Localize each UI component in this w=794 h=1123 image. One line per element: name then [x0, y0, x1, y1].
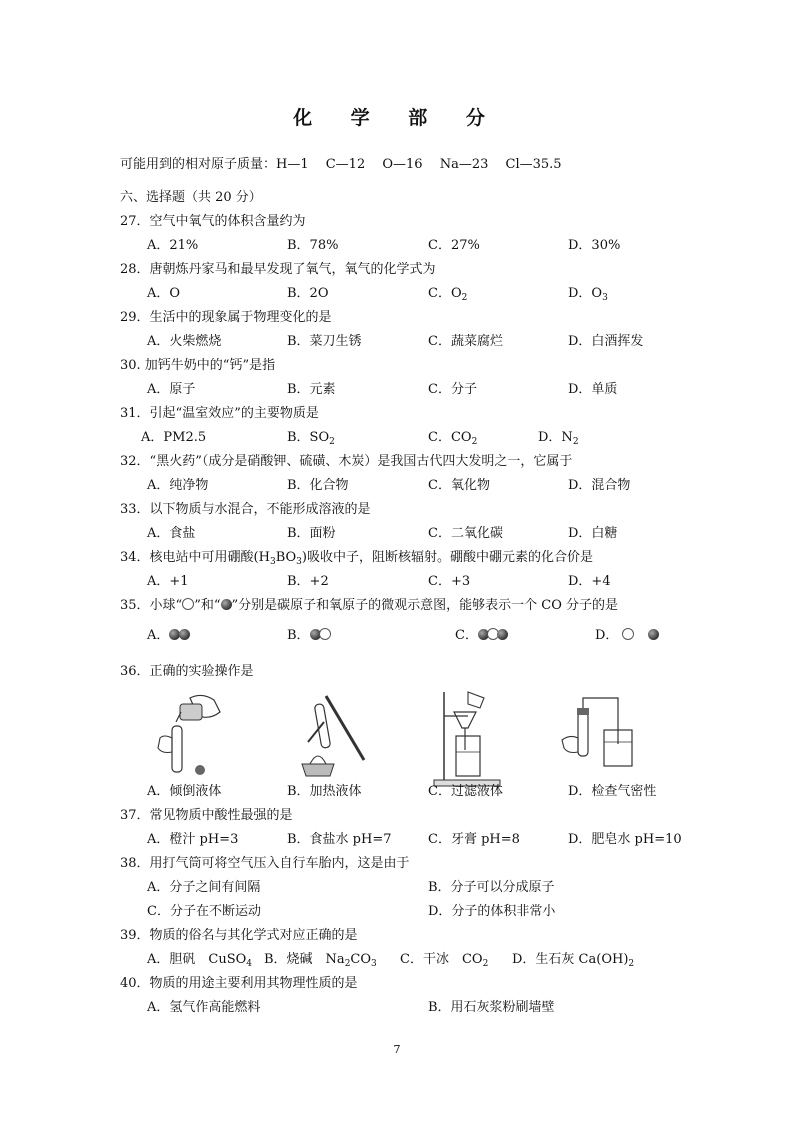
- option: A．胆矾 CuSO$_4$: [147, 952, 253, 969]
- option: C．过滤液体: [428, 784, 503, 799]
- question-33: 33．以下物质与水混合，不能形成溶液的是: [120, 502, 371, 517]
- option: B．元素: [287, 382, 336, 397]
- carbon-atom-icon: [319, 628, 331, 640]
- option: B．加热液体: [287, 784, 362, 799]
- option: D．检查气密性: [568, 784, 657, 799]
- option: C．分子在不断运动: [147, 904, 261, 919]
- page-title: 化 学 部 分: [293, 107, 501, 129]
- option: C．$O_2$: [428, 286, 468, 303]
- option: B．分子可以分成原子: [428, 880, 555, 895]
- oxygen-atom-icon: [497, 629, 508, 640]
- heating-liquid-figure: [290, 690, 370, 780]
- question-35: 35．小球“ ”和“ ”分别是碳原子和氧原子的微观示意图，能够表示一个 CO 分子的是: [120, 598, 619, 613]
- option: A．PM2.5: [141, 430, 207, 445]
- option: C．氧化物: [428, 478, 490, 493]
- option: A．分子之间有间隔: [147, 880, 261, 895]
- option: D．肥皂水 pH=10: [568, 832, 682, 847]
- question-36: 36．正确的实验操作是: [120, 664, 254, 679]
- question-34: 34．核电站中可用硼酸$(H_3BO_3)$吸收中子，阻断核辐射。硼酸中硼元素的化合价是: [120, 550, 593, 567]
- option: C．分子: [428, 382, 477, 397]
- question-40: 40．物质的用途主要利用其物理性质的是: [120, 976, 358, 991]
- option: D．$N_2$: [538, 430, 579, 447]
- option: C．牙膏 pH=8: [428, 832, 520, 847]
- option: A．: [147, 628, 190, 644]
- section-heading: 六、选择题（共 20 分）: [120, 190, 262, 205]
- option: B．2O: [287, 286, 329, 301]
- option: B．+2: [287, 574, 329, 589]
- oxygen-atom-icon: [221, 599, 232, 610]
- question-39: 39．物质的俗名与其化学式对应正确的是: [120, 928, 358, 943]
- option: D．30%: [568, 238, 621, 253]
- question-38: 38．用打气筒可将空气压入自行车胎内，这是由于: [120, 856, 410, 871]
- option: C．蔬菜腐烂: [428, 334, 503, 349]
- option: D．单质: [568, 382, 618, 397]
- option: A．21%: [147, 238, 199, 253]
- option: B．化合物: [287, 478, 349, 493]
- option: B．烧碱 $Na_2CO_3$: [264, 952, 377, 969]
- option: C．27%: [428, 238, 480, 253]
- option: A．原子: [147, 382, 196, 397]
- question-27: 27．空气中氧气的体积含量约为: [120, 214, 306, 229]
- option: D．混合物: [568, 478, 631, 493]
- option: A．O: [147, 286, 181, 301]
- option: A．橙汁 pH=3: [147, 832, 239, 847]
- option: B．食盐水 pH=7: [287, 832, 392, 847]
- option: C．+3: [428, 574, 471, 589]
- filtering-figure: [432, 690, 512, 790]
- option: A．食盐: [147, 526, 196, 541]
- option: D．生石灰 $Ca(OH)_2$: [512, 952, 635, 969]
- option: D．: [595, 628, 659, 644]
- oxygen-atom-icon: [179, 629, 190, 640]
- option: B．面粉: [287, 526, 336, 541]
- question-29: 29．生活中的现象属于物理变化的是: [120, 310, 332, 325]
- option: A．倾倒液体: [147, 784, 222, 799]
- option: B．: [287, 628, 331, 644]
- gas-tightness-figure: [560, 690, 650, 780]
- option: B．$SO_2$: [287, 430, 335, 447]
- carbon-atom-icon: [622, 628, 634, 640]
- page-number: 7: [393, 1043, 401, 1056]
- carbon-atom-icon: [182, 598, 194, 610]
- option: C．: [455, 628, 508, 644]
- question-30: 30. 加钙牛奶中的“钙”是指: [120, 358, 276, 373]
- option: A．纯净物: [147, 478, 209, 493]
- question-37: 37．常见物质中酸性最强的是: [120, 808, 293, 823]
- option: D．+4: [568, 574, 611, 589]
- option: A．+1: [147, 574, 189, 589]
- option: B．用石灰浆粉刷墙壁: [428, 1000, 555, 1015]
- option: A．氢气作高能燃料: [147, 1000, 261, 1015]
- option: C．$CO_2$: [428, 430, 478, 447]
- question-32: 32．“黑火药”（成分是硝酸钾、硫磺、木炭）是我国古代四大发明之一，它属于: [120, 454, 573, 469]
- question-31: 31．引起“温室效应”的主要物质是: [120, 406, 319, 421]
- option: A．火柴燃烧: [147, 334, 222, 349]
- question-28: 28．唐朝炼丹家马和最早发现了氧气，氧气的化学式为: [120, 262, 436, 277]
- pouring-liquid-figure: [150, 690, 240, 780]
- option: C．干冰 $CO_2$: [400, 952, 489, 969]
- option: D．白糖: [568, 526, 618, 541]
- option: B．78%: [287, 238, 339, 253]
- oxygen-atom-icon: [648, 629, 659, 640]
- atomic-masses: 可能用到的相对原子质量：H—1 C—12 O—16 Na—23 Cl—35.5: [120, 157, 562, 172]
- option: C．二氧化碳: [428, 526, 503, 541]
- option: D．分子的体积非常小: [428, 904, 556, 919]
- option: B．菜刀生锈: [287, 334, 362, 349]
- option: D．白酒挥发: [568, 334, 644, 349]
- option: D．$O_3$: [568, 286, 608, 303]
